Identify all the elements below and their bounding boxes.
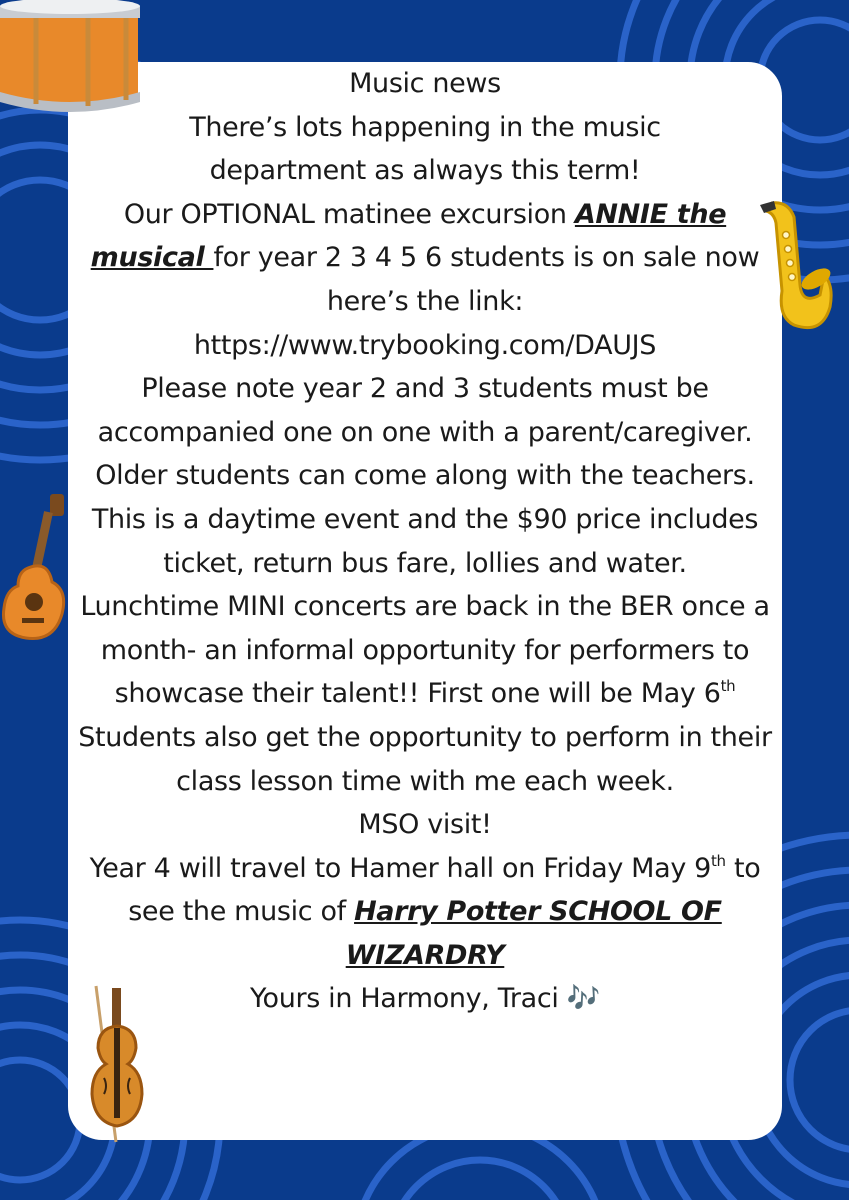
guitar-icon (0, 490, 70, 645)
paragraph-note: Please note year 2 and 3 students must be accompanied one on one with a parent/caregiver. Older students can come along with the teachers. This is a daytime event and the $90 price includes ticket, return bus fare, lollies and water. (91, 373, 759, 579)
signoff: Yours in Harmony, Traci 🎶 (249, 983, 600, 1015)
mso-visit: MSO visit! (358, 809, 492, 841)
newsletter-text (68, 62, 782, 1021)
paragraph-concerts: Lunchtime MINI concerts are back in the BER once a month- an informal opportunity for performers to showcase their talent!! First one will be May 6th (80, 591, 770, 710)
drum-icon (0, 0, 140, 115)
violin-icon (82, 982, 152, 1147)
paragraph-intro: There’s lots happening in the music department as always this term! (189, 111, 661, 187)
saxophone-icon (742, 195, 837, 340)
show-title-annie[interactable]: ANNIE the musical (90, 198, 727, 274)
booking-link[interactable]: https://www.trybooking.com/DAUJS (193, 329, 657, 361)
heading: Music news (349, 68, 501, 99)
paragraph-perform: Students also get the opportunity to perform in their class lesson time with me each week. (78, 721, 772, 797)
show-title-harry-potter[interactable]: Harry Potter SCHOOL OF WIZARDRY (345, 896, 722, 971)
paragraph-hamer-hall: Year 4 will travel to Hamer hall on Friday May 9th to see the music of Harry Potter SCHOOL OF WIZARDRY (89, 851, 761, 971)
paragraph-excursion: Our OPTIONAL matinee excursion ANNIE the musical for year 2 3 4 5 6 students is on sale now here’s the link: (90, 198, 760, 317)
